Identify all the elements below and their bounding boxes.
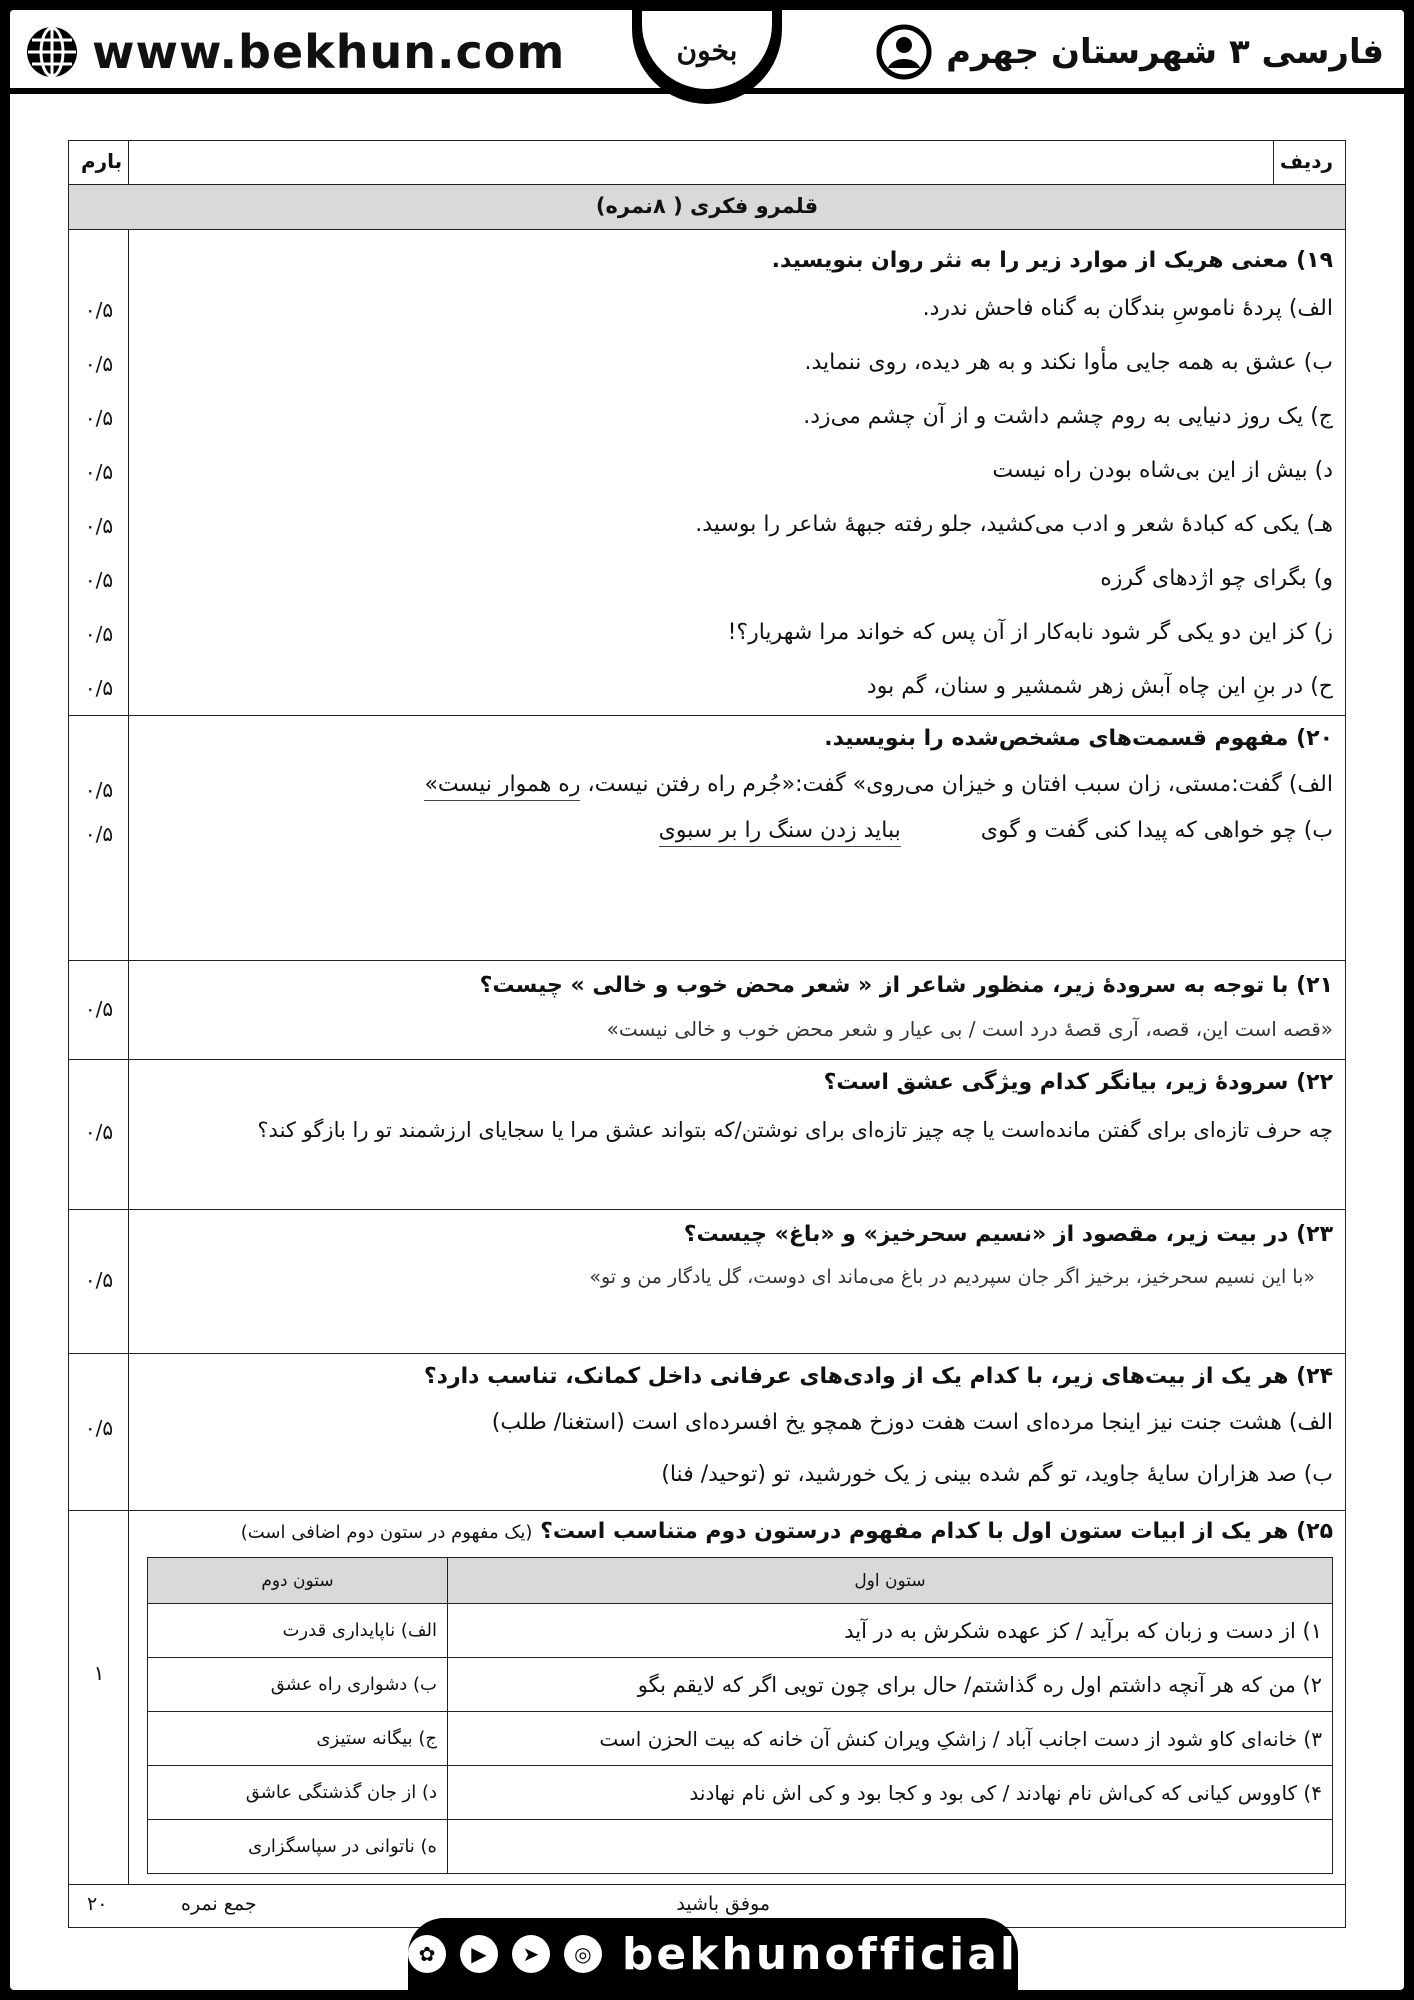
website-url[interactable]: www.bekhun.com — [92, 25, 566, 79]
header-title-group — [876, 22, 1384, 82]
youtube-icon[interactable]: ▶ — [460, 1935, 498, 1973]
question-quote: «با این نسیم سحرخیز، برخیز اگر جان سپردیم در باغ می‌ماند ای دوست، گل یادگار من و تو» — [589, 1266, 1315, 1288]
question-title: ۲۰) مفهوم قسمت‌های مشخص‌شده را بنویسید. — [824, 726, 1333, 751]
score-value: ۰/۵ — [84, 822, 114, 846]
column-two-cell: الف) ناپایداری قدرت — [148, 1604, 448, 1658]
brand-logo — [632, 10, 782, 104]
question-title — [241, 1519, 1333, 1544]
question-item: هـ) یکی که کبادهٔ شعر و ادب می‌کشید، جلو رفته جبههٔ شاعر را بوسید. — [695, 512, 1333, 537]
score-value: ۰/۵ — [84, 460, 114, 484]
telegram-icon[interactable]: ➤ — [512, 1935, 550, 1973]
table-row — [148, 1820, 1333, 1874]
question-note: (یک مفهوم در ستون دوم اضافی است) — [240, 1522, 533, 1543]
exam-table — [68, 140, 1346, 1928]
question-22 — [69, 1060, 1345, 1210]
question-title: ۱۹) معنی هریک از موارد زیر را به نثر روان بنویسید. — [771, 248, 1333, 273]
social-handle[interactable]: bekhunofficial — [621, 1928, 1018, 1980]
score-value: ۰/۵ — [84, 778, 114, 802]
question-item-a — [424, 772, 1333, 797]
globe-icon — [24, 24, 80, 80]
underlined-phrase: ره هموار نیست» — [424, 772, 580, 801]
question-item: و) بگرای چو اژدهای گرزه — [1100, 566, 1333, 591]
column-one-cell: ۴) کاووس کیانی که کی‌اش نام نهادند / کی بود و کجا بود و کی اش نام نهادند — [448, 1766, 1333, 1820]
question-item: الف) هشت جنت نیز اینجا مرده‌ای است هفت دوزخ همچو یخ افسرده‌ای است (استغنا/ طلب) — [491, 1410, 1333, 1435]
score-value: ۱ — [93, 1661, 105, 1685]
column-two-cell: ج) بیگانه ستیزی — [148, 1712, 448, 1766]
underlined-phrase: بباید زدن سنگ را بر سبوی — [659, 818, 901, 847]
score-value: ۰/۵ — [84, 1120, 114, 1144]
score-value: ۰/۵ — [84, 352, 114, 376]
question-title: ۲۲) سرودهٔ زیر، بیانگر کدام ویژگی عشق است؟ — [823, 1070, 1333, 1095]
aparat-icon[interactable]: ✿ — [408, 1935, 446, 1973]
header-url-group — [24, 22, 565, 82]
column-two-cell: ه) ناتوانی در سپاسگزاری — [148, 1820, 448, 1874]
question-title: ۲۴) هر یک از بیت‌های زیر، با کدام یک از وادی‌های عرفانی داخل کمانک، تناسب دارد؟ — [423, 1364, 1333, 1389]
question-title-text: ۲۵) هر یک از ابیات ستون اول با کدام مفهوم درستون دوم متناسب است؟ — [540, 1519, 1333, 1544]
question-item: د) بیش از این بی‌شاه بودن راه نیست — [992, 458, 1333, 483]
question-item: ب) عشق به همه جایی مأوا نکند و به هر دیده، روی ننماید. — [804, 350, 1333, 375]
score-value: ۰/۵ — [84, 997, 114, 1021]
score-value: ۰/۵ — [84, 676, 114, 700]
matching-table — [147, 1557, 1333, 1874]
matching-header-row — [148, 1558, 1333, 1604]
question-23 — [69, 1210, 1345, 1354]
table-row — [148, 1766, 1333, 1820]
column-one-cell — [448, 1820, 1333, 1874]
column-two-cell: ب) دشواری راه عشق — [148, 1658, 448, 1712]
good-luck-message: موفق باشید — [676, 1893, 770, 1915]
section-title: قلمرو فکری ( ۸نمره) — [595, 194, 819, 218]
question-item: ح) در بنِ این چاه آبش زهر شمشیر و سنان، گم بود — [866, 674, 1333, 699]
social-badge — [408, 1918, 1018, 1990]
column-two-header: ستون دوم — [148, 1558, 448, 1604]
header-title: فارسی ۳ شهرستان جهرم — [946, 32, 1384, 72]
question-title: ۲۳) در بیت زیر، مقصود از «نسیم سحرخیز» و «باغ» چیست؟ — [683, 1222, 1333, 1247]
question-24 — [69, 1354, 1345, 1511]
item-text: الف) گفت:مستی، زان سبب افتان و خیزان می‌روی» گفت:«جُرم راه رفتن نیست، — [580, 772, 1333, 797]
page-header — [10, 10, 1404, 94]
column-one-cell: ۲) من که هر آنچه داشتم اول ره گذاشتم/ حال برای چون تویی اگر که لایقم بگو — [448, 1658, 1333, 1712]
question-25 — [69, 1511, 1345, 1885]
total-label: جمع نمره — [181, 1893, 257, 1915]
user-icon — [876, 24, 932, 80]
score-value: ۰/۵ — [84, 298, 114, 322]
logo-text: بخون — [676, 33, 738, 67]
table-row — [148, 1712, 1333, 1766]
question-quote: چه حرف تازه‌ای برای گفتن مانده‌است یا چه چیز تازه‌ای برای نوشتن/که بتواند عشق مرا یا سجایای ارزشمند تو را بازگو کند؟ — [257, 1118, 1333, 1142]
question-item: ج) یک روز دنیایی به روم چشم داشت و از آن چشم می‌زد. — [803, 404, 1333, 429]
question-quote: «قصه است این، قصه، آری قصهٔ درد است / بی عیار و شعر محض خوب و خالی نیست» — [606, 1017, 1333, 1041]
question-item: ز) کز این دو یکی گر شود نابه‌کار از آن پس که خواند مرا شهریار؟! — [727, 620, 1333, 645]
question-item-b — [659, 818, 1333, 843]
column-one-cell: ۱) از دست و زبان که برآید / کز عهده شکرش به در آید — [448, 1604, 1333, 1658]
table-row — [148, 1658, 1333, 1712]
section-title-row — [69, 185, 1345, 230]
score-value: ۰/۵ — [84, 1416, 114, 1440]
question-21 — [69, 961, 1345, 1060]
question-20 — [69, 716, 1345, 961]
score-value: ۰/۵ — [84, 568, 114, 592]
question-item: الف) پردهٔ ناموسِ بندگان به گناه فاحش ندرد. — [922, 296, 1333, 321]
score-value: ۰/۵ — [84, 1268, 114, 1292]
barem-label: بارم — [81, 149, 123, 173]
score-value: ۰/۵ — [84, 406, 114, 430]
question-item: ب) صد هزاران سایهٔ جاوید، تو گم شده بینی ز یک خورشید، تو (توحید/ فنا) — [661, 1462, 1333, 1487]
score-value: ۰/۵ — [84, 514, 114, 538]
exam-page — [10, 10, 1404, 1990]
table-header-row — [69, 141, 1345, 185]
score-value: ۰/۵ — [84, 622, 114, 646]
table-row — [148, 1604, 1333, 1658]
instagram-icon[interactable]: ◎ — [564, 1935, 602, 1973]
radif-label: ردیف — [1279, 149, 1333, 173]
column-two-cell: د) از جان گذشتگی عاشق — [148, 1766, 448, 1820]
item-text: ب) چو خواهی که پیدا کنی گفت و گوی — [980, 818, 1333, 843]
total-value: ۲۰ — [87, 1893, 108, 1915]
column-one-header: ستون اول — [448, 1558, 1333, 1604]
question-title: ۲۱) با توجه به سرودهٔ زیر، منظور شاعر از « شعر محض خوب و خالی » چیست؟ — [479, 973, 1333, 998]
column-one-cell: ۳) خانه‌ای کاو شود از دست اجانب آباد / زاشکِ ویران کنش آن خانه که بیت الحزن است — [448, 1712, 1333, 1766]
question-19 — [69, 230, 1345, 716]
